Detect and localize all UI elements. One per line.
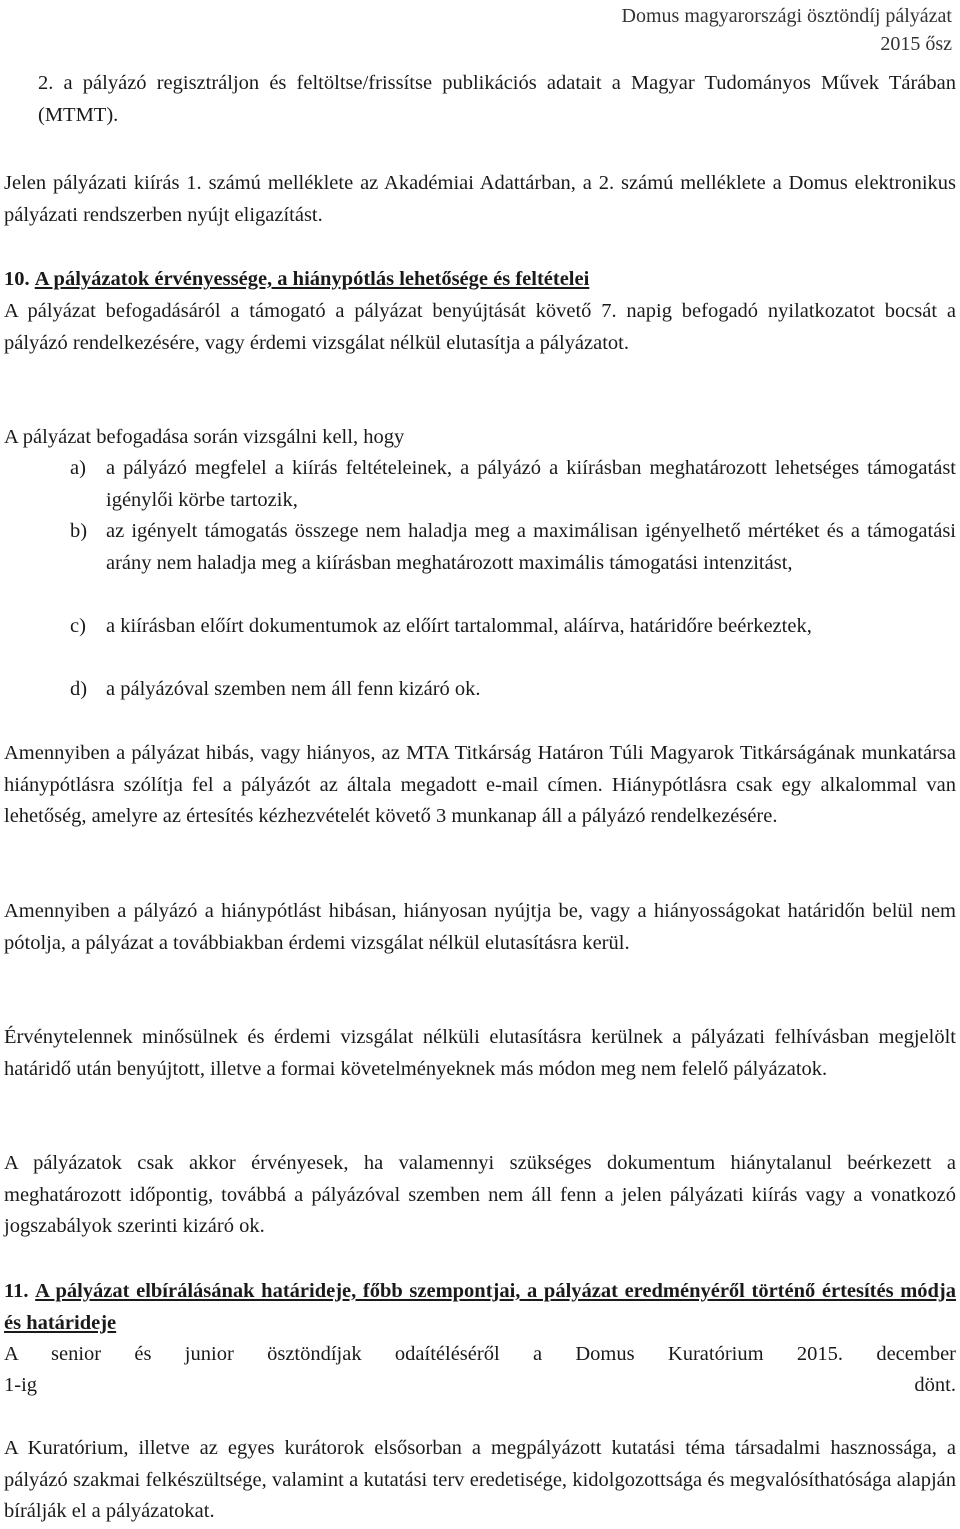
list-label: d) bbox=[70, 678, 88, 700]
section-10-paragraph-6: A pályázatok csak akkor érvényesek, ha valamennyi szükséges dokumentum hiánytalanul beérkezett a meghatározott időpontig, továbbá a pályázóval szemben nem áll fenn a jelen pályázati kiírás vagy a vonatkozó jogszabályok szerinti kizáró ok. bbox=[4, 1152, 956, 1237]
decision-word: dönt. bbox=[914, 1374, 956, 1396]
page-header bbox=[622, 2, 952, 58]
list-label: c) bbox=[70, 615, 86, 637]
section-10-list-lead: A pályázat befogadása során vizsgálni kell, hogy bbox=[4, 426, 405, 448]
list-item-b bbox=[70, 516, 956, 579]
section-10-paragraph-1: A pályázat befogadásáról a támogató a pályázat benyújtását követő 7. napig befogadó nyilatkozatot bocsát a pályázó rendelkezésére, vagy érdemi vizsgálat nélkül elutasítja a pályázatot. bbox=[4, 300, 956, 354]
header-title: Domus magyarországi ösztöndíj pályázat bbox=[621, 5, 952, 27]
header-date: 2015 ősz bbox=[880, 33, 952, 55]
list-label: a) bbox=[70, 457, 86, 479]
section-10-paragraph-5: Érvénytelennek minősülnek és érdemi vizsgálat nélküli elutasításra kerülnek a pályázati felhívásban megjelölt határidő után benyújtott, illetve a formai követelményeknek más módon meg nem felelő pályázatok. bbox=[4, 1026, 956, 1080]
list-text: a pályázóval szemben nem áll fenn kizáró ok. bbox=[106, 678, 481, 700]
section-10-heading bbox=[4, 264, 956, 296]
section-10-title: A pályázatok érvényessége, a hiánypótlás lehetősége és feltételei bbox=[34, 268, 590, 290]
list-item-a bbox=[70, 453, 956, 516]
section-11-heading bbox=[4, 1276, 956, 1339]
list-text: a pályázó megfelel a kiírás feltételeinek, a pályázó a kiírásban meghatározott lehetséges támogatást igénylői körbe tartozik, bbox=[106, 457, 956, 511]
section-10-paragraph-4: Amennyiben a pályázó a hiánypótlást hibásan, hiányosan nyújtja be, vagy a hiányosságokat határidőn belül nem pótolja, a pályázat a továbbiakban érdemi vizsgálat nélkül elutasításra kerül. bbox=[4, 900, 956, 954]
section-11-number: 11. bbox=[4, 1280, 29, 1302]
list-item-c bbox=[70, 611, 956, 643]
section-10-number: 10. bbox=[4, 268, 30, 290]
section-11-paragraph-1-line-1: A senior és junior ösztöndíjak odaítéléséről a Domus Kuratórium 2015. december bbox=[4, 1343, 956, 1365]
intro-list-item: 2. a pályázó regisztráljon és feltöltse/frissítse publikációs adatait a Magyar Tudományos Művek Tárában (MTMT). bbox=[38, 72, 956, 126]
list-item-d bbox=[70, 674, 956, 706]
section-11-title: A pályázat elbírálásának határideje, főbb szempontjai, a pályázat eredményéről történő értesítés módja és határideje bbox=[4, 1280, 957, 1334]
list-text: a kiírásban előírt dokumentumok az előírt tartalommal, aláírva, határidőre beérkeztek, bbox=[106, 615, 812, 637]
section-11-paragraph-2: A Kuratórium, illetve az egyes kurátorok elsősorban a megpályázott kutatási téma társadalmi hasznossága, a pályázó szakmai felkészültsége, valamint a kutatási terv eredetisége, kidolgozottsága és megvalósíthatósága alapján bírálják el a pályázatokat. bbox=[4, 1437, 956, 1522]
list-text: az igényelt támogatás összege nem haladja meg a maximálisan igényelhető mértéket és a támogatási arány nem haladja meg a kiírásban meghatározott maximális támogatási intenzitást, bbox=[106, 520, 956, 574]
section-11-paragraph-1-line-2 bbox=[4, 1370, 956, 1402]
deadline-date: 1-ig bbox=[4, 1374, 38, 1396]
annex-note: Jelen pályázati kiírás 1. számú melléklete az Akadémiai Adattárban, a 2. számú melléklete a Domus elektronikus pályázati rendszerben nyújt eligazítást. bbox=[4, 172, 956, 226]
section-10-paragraph-3: Amennyiben a pályázat hibás, vagy hiányos, az MTA Titkárság Határon Túli Magyarok Titkárságának munkatársa hiánypótlásra szólítja fel a pályázót az általa megadott e-mail címen. Hiánypótlásra csak egy alkalommal van lehetőség, amelyre az értesítés kézhezvételét követő 3 munkanap áll a pályázó rendelkezésére. bbox=[4, 742, 956, 827]
list-label: b) bbox=[70, 520, 88, 542]
